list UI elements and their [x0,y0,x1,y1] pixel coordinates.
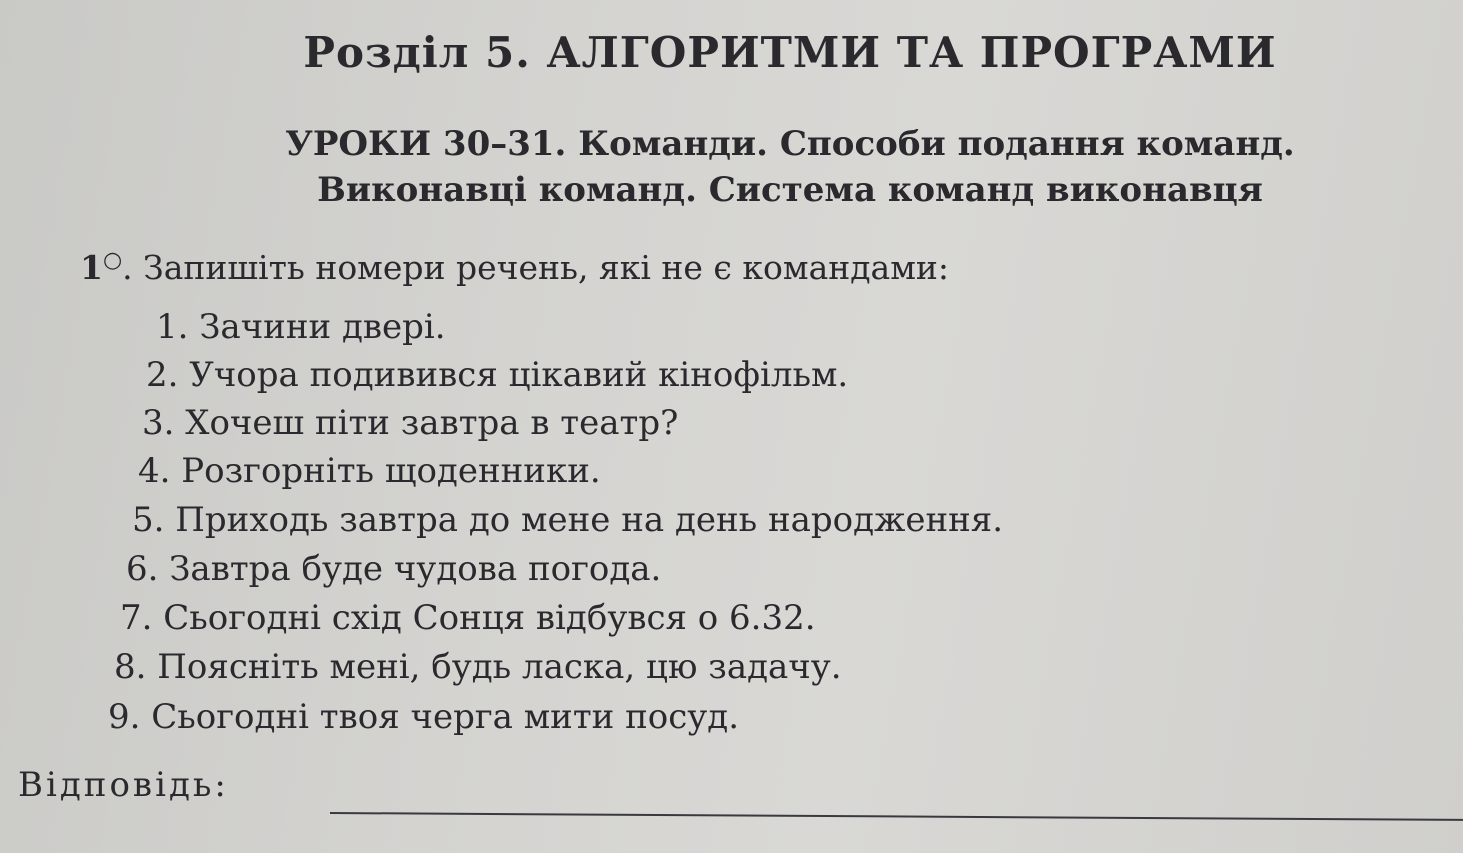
task-text: . Запишіть номери речень, які не є командами: [122,248,950,287]
difficulty-circle-icon: ○ [102,248,123,273]
lesson-title-line-1: УРОКИ 30–31. Команди. Способи подання команд. [285,124,1295,164]
sentence-item: 3. Хочеш піти завтра в театр? [142,403,679,443]
sentence-item: 2. Учора подивився цікавий кінофільм. [146,355,849,395]
sentence-item: 6. Завтра буде чудова погода. [126,549,662,589]
sentence-item: 5. Приходь завтра до мене на день народження. [132,500,1004,540]
sentence-item: 9. Сьогодні твоя черга мити посуд. [108,697,740,737]
lesson-title-line-2: Виконавці команд. Система команд виконавця [317,170,1263,210]
answer-line[interactable] [330,812,1463,821]
task-instruction [80,248,949,287]
sentence-item: 8. Поясніть мені, будь ласка, цю задачу. [114,647,842,687]
sentence-item: 4. Розгорніть щоденники. [138,451,601,491]
chapter-title: Розділ 5. АЛГОРИТМИ ТА ПРОГРАМИ [303,28,1277,77]
sentence-item: 7. Сьогодні схід Сонця відбувся о 6.32. [120,598,816,638]
sentence-item: 1. Зачини двері. [156,307,446,347]
answer-label: Відповідь: [18,765,229,805]
task-number: 1 [80,248,103,287]
